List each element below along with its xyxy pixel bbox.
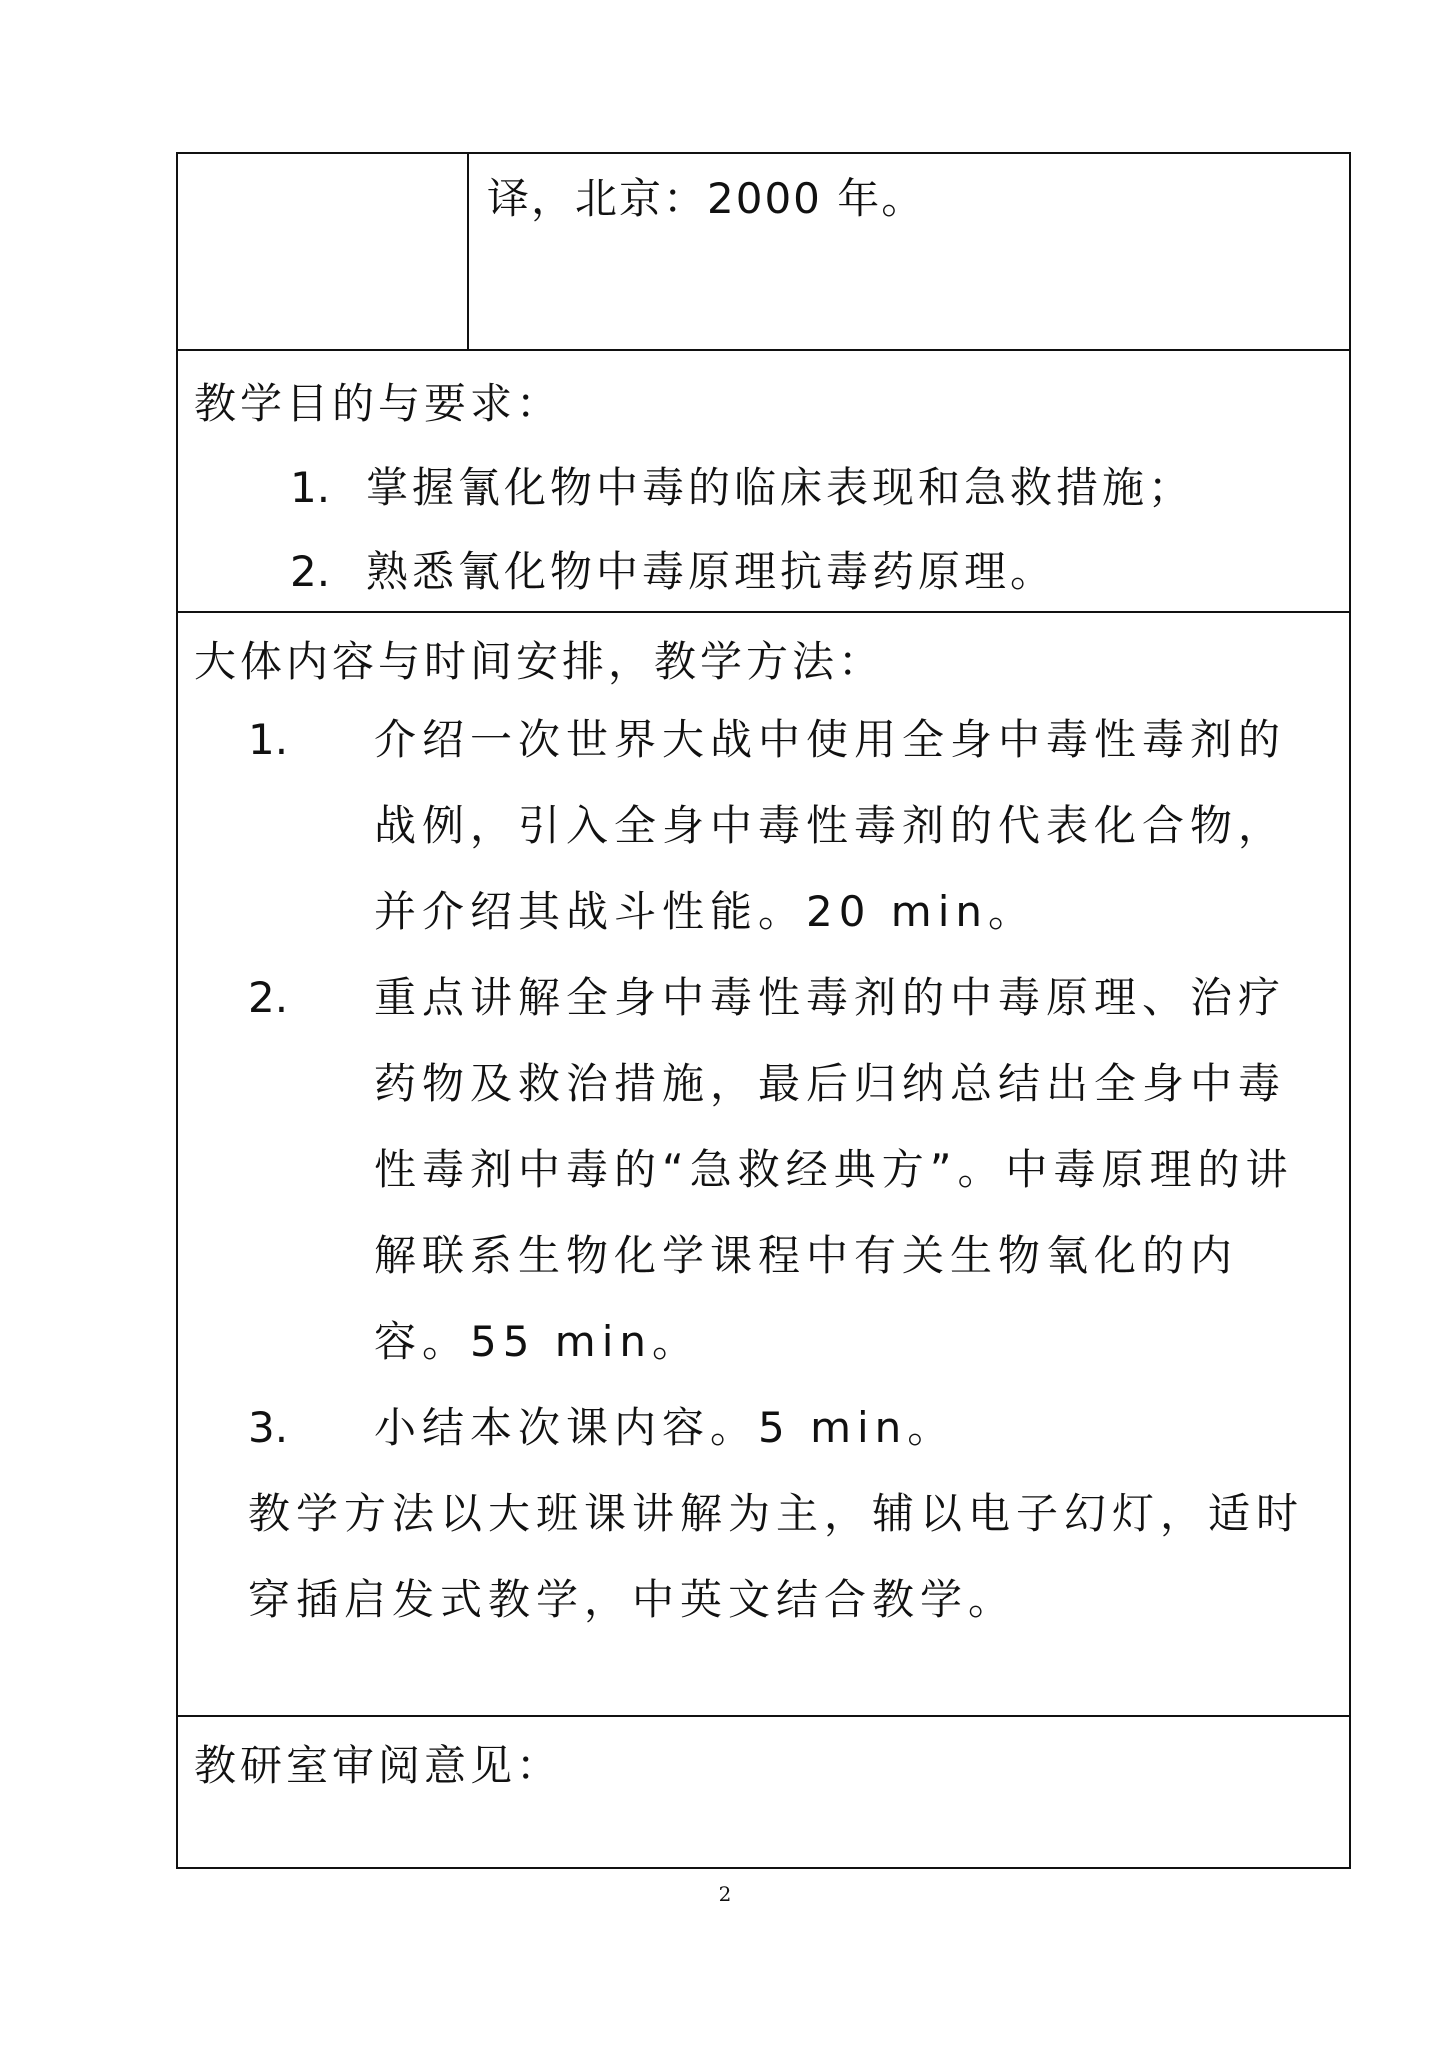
reference-row	[178, 154, 1349, 351]
content-item	[248, 1385, 1323, 1471]
content-item-number: 2.	[248, 973, 289, 1022]
objective-item	[290, 539, 1056, 599]
objective-item	[290, 455, 1194, 515]
content-item-number: 3.	[248, 1403, 289, 1452]
review-heading: 教研室审阅意见：	[194, 1741, 563, 1790]
objectives-heading: 教学目的与要求：	[194, 379, 563, 428]
content-heading: 大体内容与时间安排，教学方法：	[194, 637, 885, 686]
content-item	[248, 955, 1323, 1385]
content-item-text: 介绍一次世界大战中使用全身中毒性毒剂的战例，引入全身中毒性毒剂的代表化合物，并介绍其战斗性能。20 min。	[374, 715, 1287, 936]
objective-text: 熟悉氰化物中毒原理抗毒药原理。	[366, 547, 1057, 596]
content-section	[178, 613, 1349, 1717]
page-number: 2	[718, 1882, 732, 1906]
objective-text: 掌握氰化物中毒的临床表现和急救措施；	[366, 463, 1195, 512]
content-item-text: 重点讲解全身中毒性毒剂的中毒原理、治疗药物及救治措施，最后归纳总结出全身中毒性毒剂中毒的“急救经典方”。中毒原理的讲解联系生物化学课程中有关生物氧化的内容。55 min。	[374, 973, 1294, 1366]
reference-label-cell	[178, 154, 469, 349]
review-section	[178, 1717, 1349, 1867]
content-item-text: 小结本次课内容。5 min。	[374, 1403, 956, 1452]
teaching-method-text: 教学方法以大班课讲解为主，辅以电子幻灯，适时穿插启发式教学，中英文结合教学。	[248, 1489, 1305, 1624]
content-item-number: 1.	[248, 715, 289, 764]
objective-number: 1.	[290, 463, 331, 512]
reference-text: 译，北京：2000 年。	[487, 174, 926, 223]
content-item	[248, 697, 1323, 955]
objectives-section	[178, 351, 1349, 613]
objective-number: 2.	[290, 547, 331, 596]
lesson-plan-table	[176, 152, 1351, 1869]
reference-value-cell	[469, 154, 1349, 349]
